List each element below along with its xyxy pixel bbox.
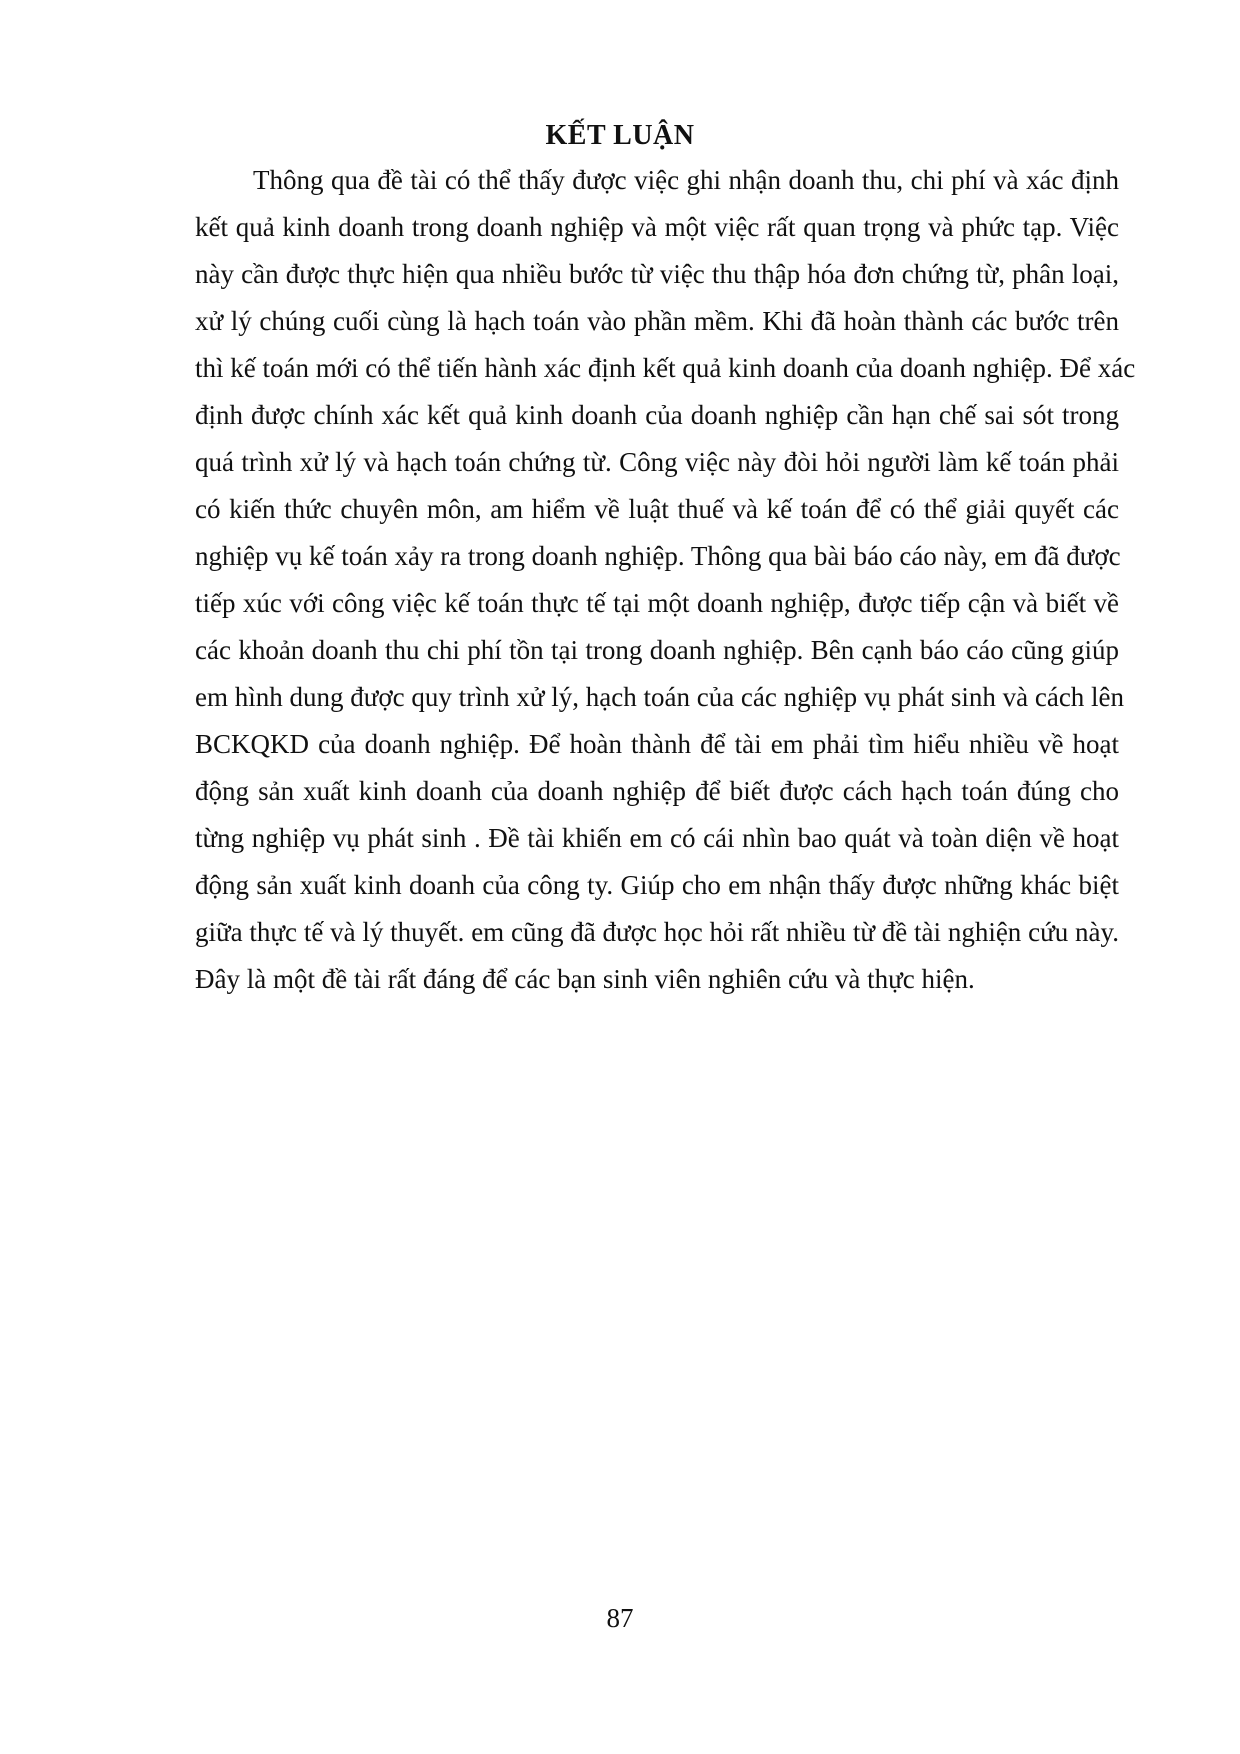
paragraph-line: từng nghiệp vụ phát sinh . Đề tài khiến em có cái nhìn bao quát và toàn diện về hoạt (195, 823, 1119, 853)
paragraph-line: định được chính xác kết quả kinh doanh của doanh nghiệp cần hạn chế sai sót trong (195, 400, 1119, 430)
page-number: 87 (606, 1603, 634, 1633)
paragraph-line: em hình dung được quy trình xử lý, hạch toán của các nghiệp vụ phát sinh và cách lên (195, 682, 1125, 712)
paragraph-line: Đây là một đề tài rất đáng để các bạn sinh viên nghiên cứu và thực hiện. (195, 964, 975, 994)
paragraph-line: kết quả kinh doanh trong doanh nghiệp và một việc rất quan trọng và phức tạp. Việc (195, 212, 1119, 242)
page-title: KẾT LUẬN (545, 120, 695, 151)
paragraph-line: các khoản doanh thu chi phí tồn tại trong doanh nghiệp. Bên cạnh báo cáo cũng giúp (195, 635, 1119, 665)
paragraph-line: Thông qua đề tài có thể thấy được việc ghi nhận doanh thu, chi phí và xác định (253, 165, 1119, 195)
paragraph-line: động sản xuất kinh doanh của doanh nghiệp để biết được cách hạch toán đúng cho (195, 776, 1119, 806)
conclusion-paragraph (195, 157, 1136, 1003)
paragraph-line: nghiệp vụ kế toán xảy ra trong doanh nghiệp. Thông qua bài báo cáo này, em đã được (195, 541, 1121, 571)
paragraph-line: này cần được thực hiện qua nhiều bước từ việc thu thập hóa đơn chứng từ, phân loại, (195, 259, 1119, 289)
paragraph-line: BCKQKD của doanh nghiệp. Để hoàn thành để tài em phải tìm hiểu nhiều về hoạt (195, 729, 1119, 759)
paragraph-line: động sản xuất kinh doanh của công ty. Giúp cho em nhận thấy được những khác biệt (195, 870, 1119, 900)
paragraph-line: giữa thực tế và lý thuyết. em cũng đã được học hỏi rất nhiều từ đề tài nghiện cứu này. (195, 917, 1119, 947)
paragraph-line: quá trình xử lý và hạch toán chứng từ. Công việc này đòi hỏi người làm kế toán phải (195, 447, 1119, 477)
paragraph-line: thì kế toán mới có thể tiến hành xác định kết quả kinh doanh của doanh nghiệp. Để xác (195, 353, 1136, 383)
paragraph-line: có kiến thức chuyên môn, am hiểm về luật thuế và kế toán để có thể giải quyết các (195, 494, 1119, 524)
paragraph-line: tiếp xúc với công việc kế toán thực tế tại một doanh nghiệp, được tiếp cận và biết về (195, 588, 1119, 618)
paragraph-line: xử lý chúng cuối cùng là hạch toán vào phần mềm. Khi đã hoàn thành các bước trên (195, 306, 1119, 336)
